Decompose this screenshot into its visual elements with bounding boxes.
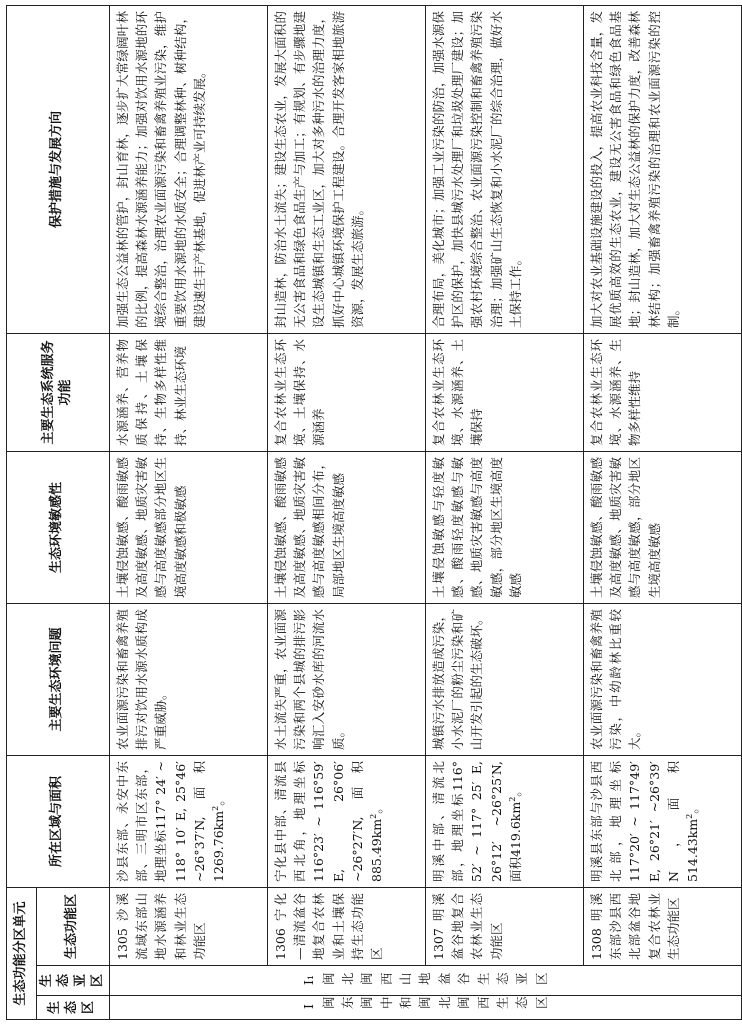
problem-cell: 农业面源污染和畜禽养殖污染，中幼龄林比重较大。 <box>583 604 741 756</box>
measures-cell: 合理布局，美化城市；加强工业污染的防治，加强水源保护区的保护，加快县城污水处理厂和垃圾处理厂建设；加强农村环境综合整治、农业面源污染控制和畜禽养殖污染治理；加强矿山生态恢复和小水泥厂的综合治理，做好水土保持工作。 <box>425 6 583 334</box>
header-services: 主要生态系统服务功能 <box>7 334 110 452</box>
services-cell: 复合农林业生态环境、水源涵养、土壤保持 <box>425 334 583 452</box>
table-row <box>583 6 741 1020</box>
table-row <box>109 6 267 1020</box>
header-problems: 主要生态环境问题 <box>7 604 110 756</box>
location-cell: 明溪中部、清流北部，地理坐标116° 52′ ~ 117° 25′ E, 26°12′ ~26°25′N, 面积$419.6km^2$。 <box>425 756 583 888</box>
header-subregion: 生态亚区 <box>37 966 110 996</box>
services-cell: 水源涵养、营养物质保持、土壤保持、生物多样性维持、林业生态环境 <box>109 334 267 452</box>
services-cell: 复合农林业生态环境、土壤保持、水源涵养 <box>267 334 425 452</box>
problem-cell: 水土流失严重，农业面源污染和两个县城的排污影响汇入安砂水库的河流水质。 <box>267 604 425 756</box>
header-function-zone: 生态功能区 <box>37 888 110 966</box>
sensitivity-cell: 土壤侵蚀敏感、酸雨敏感及高度敏感、地质灾害敏感与高度敏感，部分地区生境高度敏感 <box>583 452 741 604</box>
location-cell: 明溪县东部与沙县西北部，地理坐标117°20′ ~ 117°49′ E, 26°21′ ~26°39′ N，面积$514.43km^2$。 <box>583 756 741 888</box>
header-unit-group: 生态功能分区单元 <box>7 888 37 1020</box>
services-cell: 复合农林业生态环境、水源涵养、生物多样性维持 <box>583 334 741 452</box>
subregion-cell: I₁ 闽北闽西山地盆谷生态亚区 <box>109 966 741 996</box>
measures-cell: 加强生态公益林的管护，封山育林，逐步扩大常绿阔叶林的比例，提高森林水源涵养能力；加强对饮用水源地的环境综合整治，治理农业面源污染和畜禽养殖业污染，维护重要饮用水源地的水质安全；合理调整林种、树种结构，建设速生丰产林基地，促进林产业可持续发展。 <box>109 6 267 334</box>
function-zone-cell: 1308 明溪东部沙县西北部盆谷地复合农林业生态功能区 <box>583 888 741 966</box>
header-sensitivity: 生态环境敏感性 <box>7 452 110 604</box>
eco-function-zone-table <box>6 5 742 1020</box>
table-row <box>267 6 425 1020</box>
header-region: 生态区 <box>37 996 110 1020</box>
header-location: 所在区域与面积 <box>7 756 110 888</box>
sensitivity-cell: 土壤侵蚀敏感、酸雨敏感及高度敏感、地质灾害敏感与高度敏感部分地区生境高度敏感和极敏感 <box>109 452 267 604</box>
measures-cell: 加大对农业基础设施建设的投入，提高农业科技含量，发展优质高效的生态农业，建设无公害食品和绿色食品基地；封山造林，加大对生态公益林的保护力度，改善森林林结构；加强畜禽养殖污染的治理和农业面源污染的控制。 <box>583 6 741 334</box>
function-zone-cell: 1305 沙溪流域东部山地水源涵养和林业生态功能区 <box>109 888 267 966</box>
sensitivity-cell: 土壤侵蚀敏感、酸雨敏感及高度敏感、地质灾害敏感与高度敏感相间分布，局部地区生境高度敏感 <box>267 452 425 604</box>
function-zone-cell: 1307 明溪盆谷地复合农林业生态功能区 <box>425 888 583 966</box>
region-cell: I 闽东闽中和闽北闽西生态区 <box>109 996 741 1020</box>
sensitivity-cell: 土壤侵蚀敏感与轻度敏感、酸雨轻度敏感与敏感、地质灾害敏感与高度敏感，部分地区生境高度敏感 <box>425 452 583 604</box>
header-measures: 保护措施与发展方向 <box>7 6 110 334</box>
problem-cell: 农业面源污染和畜禽养殖排污对饮用水源水质构成严重威胁。 <box>109 604 267 756</box>
location-cell: 沙县东部、永安中东部、三明市区东部，地理坐标117° 24′ ~ 118° 10′ E, 25°46′ ~26°37′N, 面积$1269.76km^2$。 <box>109 756 267 888</box>
location-cell: 宁化县中部、清流县西北角，地理坐标116°23′ ~ 116°59′ E, 26°06′ ~26°27′N, 面积$885.49km^2$。 <box>267 756 425 888</box>
function-zone-cell: 1306 宁化—清流盆谷地复合农林业和土壤保持生态功能区 <box>267 888 425 966</box>
table-row <box>425 6 583 1020</box>
measures-cell: 封山造林，防治水土流失；建设生态农业，发展大面积的无公害食品和绿色食品生产与加工；有规划、有步骤地建设生态城镇和生态工业区，加大对多种污水的治理力度，抓好中心城镇环境保护工程建设。合理开发客家相地旅游资源，发展生态旅游。 <box>267 6 425 334</box>
problem-cell: 城镇污水排放造成污染，小水泥厂的粉尘污染和矿山开发引起的生态破坏。 <box>425 604 583 756</box>
